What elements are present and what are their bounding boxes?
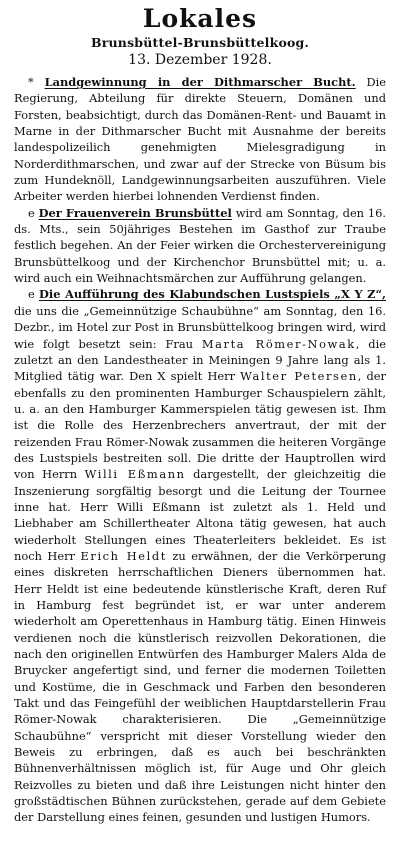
place-line: Brunsbüttel-Brunsbüttelkoog. bbox=[90, 35, 310, 50]
article-lead: Landgewinnung in der Dithmarscher Bucht. bbox=[44, 75, 356, 89]
date-line: 13. Dezember 1928. bbox=[128, 52, 272, 68]
article-body-part: , die zuletzt an den Landestheater in Meiningen 9 Jahre lang als 1. Mitglied tätig war. Den X spielt Herr bbox=[14, 336, 386, 384]
article-lead: Der Frauenverein Brunsbüttel bbox=[38, 205, 232, 220]
article-marker: * bbox=[28, 75, 34, 89]
article-body-part: , der ebenfalls zu den prominenten Hamburger Schauspielern zählt, u. a. an den Hamburger Kammerspielen tätig gewesen ist. Ihm ist die Rolle des Herzenbrechers anvertraut, der mit der reizenden Frau Römer-Nowak zusammen die heiteren Vorgänge des Lustspiels bestreiten soll. Die dritte der Hauptrollen wird von Herrn bbox=[14, 369, 386, 482]
article-body: wird am Sonntag, den 16. ds. Mts., sein 50jähriges Bestehen im Gasthof zur Traube festlich begehen. An der Feier wirken die Orchestervereinigung Brunsbüttelkoog und der Kirchenchor Brunsbüttel mit; u. a. wird auch ein Weihnachtsmärchen zur Aufführung gelangen. bbox=[14, 205, 386, 286]
article-lead: Die Aufführung des Klabundschen Lustspiels „X Y Z“, bbox=[38, 287, 387, 302]
article-marker: e bbox=[28, 205, 35, 220]
section-title: Lokales bbox=[142, 4, 258, 33]
article-body-part: dargestellt, der gleichzeitig die Inszenierung sorgfältig besorgt und die Leitung der Tournee inne hat. Herr Willi Eßmann ist zuletzt als 1. Held und Liebhaber am Schillertheater Altona tätig gewesen, hat auch wiederholt Stellungen eines Theaterleiters bekleidet. Es ist noch Herr bbox=[14, 467, 386, 563]
article-body: Die Regierung, Abteilung für direkte Steuern, Domänen und Forsten, beabsichtigt, durch das Domänen-Rent- und Bauamt in Marne in der Dithmarscher Bucht mit Ausnahme der bereits landespolizeilich genehmigten Mielesgradigung in Norderdithmarschen, und zwar auf der Strecke von Büsum bis zum Hundeknöll, Landgewinnungsarbeiten auszuführen. Viele Arbeiter werden hierbei lohnenden Verdienst finden. bbox=[14, 75, 387, 204]
article-auffuehrung bbox=[14, 286, 386, 825]
article-marker: e bbox=[28, 287, 35, 302]
article-body-part: zu erwähnen, der die Verkörperung eines diskreten herrschaftlichen Dieners übernommen hat. Herr Heldt ist eine bedeutende künstlerische Kraft, deren Ruf in Hamburg fest begründet ist, er war unter anderem wiederholt am Operettenhaus in Hamburg tätig. Einen Hinweis verdienen noch die künstlerisch reizvollen Dekorationen, die nach den originellen Entwürfen des Hamburger Malers Alda de Bruycker angefertigt sind, und ferner die modernen Toiletten und Kostüme, die in Geschmack und Farben den besonderen Takt und das Feingefühl der weiblichen Hauptdarstellerin Frau Römer-Nowak charakterisieren. Die „Gemeinnützige Schaubühne“ verspricht mit dieser Vorstellung wieder den Beweis zu erbringen, daß es auch bei beschränkten Bühnenverhältnissen möglich ist, für Auge und Ohr gleich Reizvolles zu bieten und daß ihre Leistungen nicht hinter den großstädtischen Bühnen zurückstehen, gerade auf dem Gebiete der Darstellung eines feinen, gesunden und lustigen Humors. bbox=[14, 548, 387, 825]
actor-name: Erich Heldt bbox=[80, 548, 167, 563]
article-frauenverein bbox=[14, 205, 386, 287]
actor-name: Willi Eßmann bbox=[84, 467, 186, 482]
actor-name: Marta Römer-Nowak bbox=[201, 336, 356, 351]
actor-name: Walter Petersen bbox=[240, 369, 358, 384]
article-body-part: die uns die „Gemeinnützige Schaubühne“ am Sonntag, den 16. Dezbr., im Hotel zur Post in Brunsbüttelkoog bringen wird, wird wie folgt besetzt sein: Frau bbox=[14, 303, 386, 351]
article-landgewinnung bbox=[14, 74, 386, 205]
